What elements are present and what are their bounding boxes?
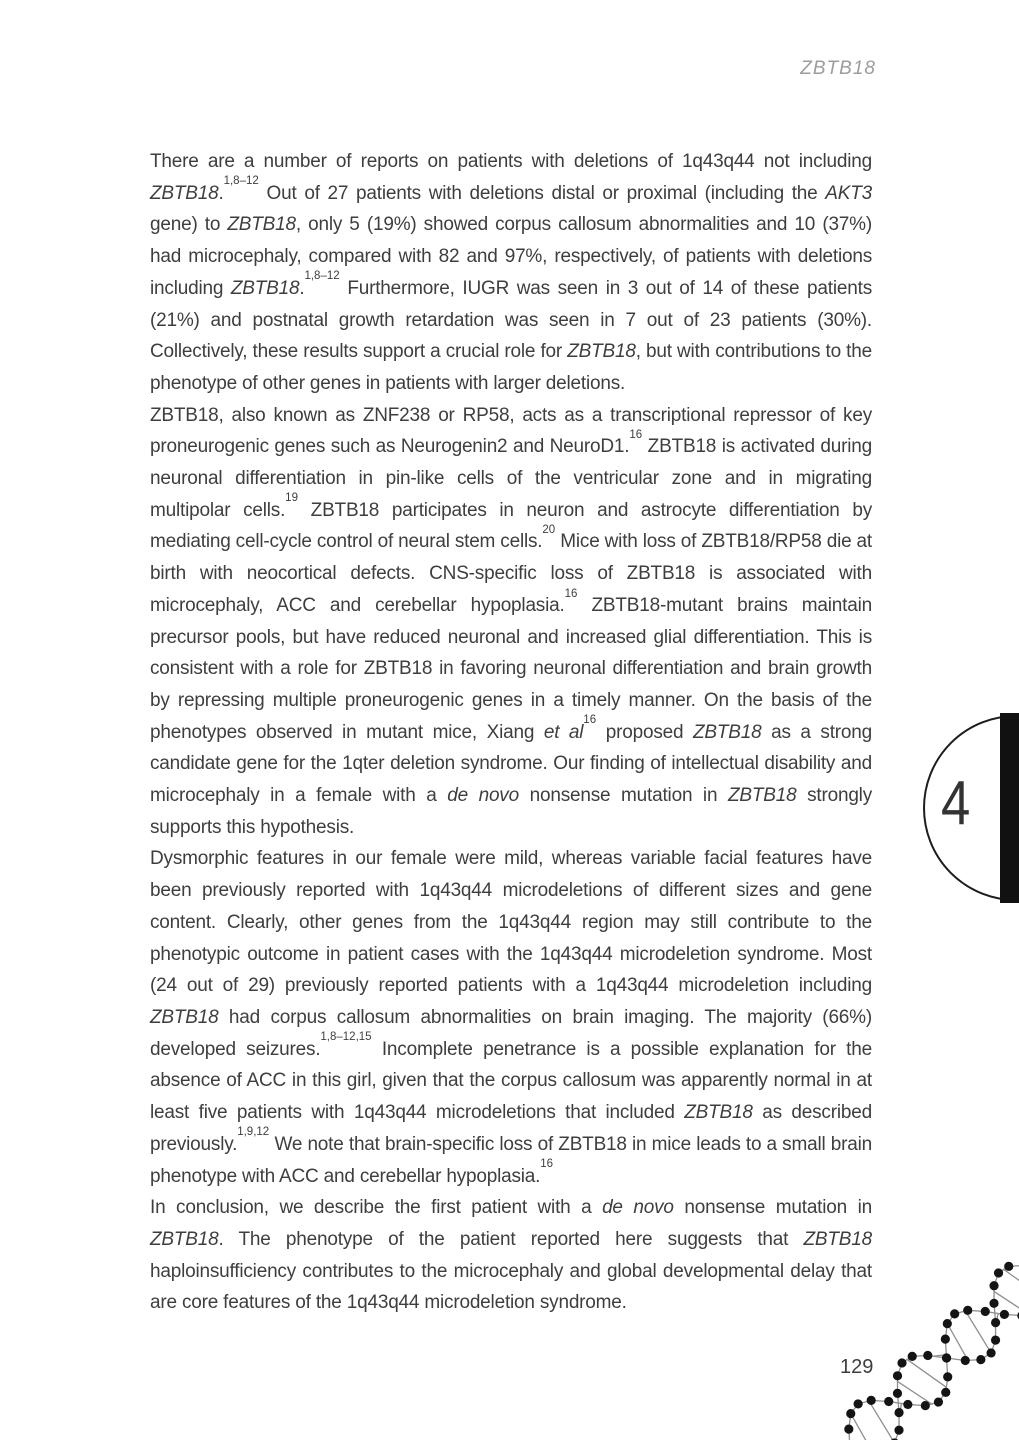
reference-superscript: 16 xyxy=(629,429,643,441)
chapter-edge-bar xyxy=(1000,713,1019,903)
reference-superscript: 19 xyxy=(285,492,298,505)
reference-superscript: 16 xyxy=(583,714,597,727)
reference-superscript: 20 xyxy=(542,524,556,537)
reference-superscript: 1,8–12,15 xyxy=(320,1031,372,1044)
paragraph: Dysmorphic features in our female were mild, whereas variable facial features have been previously reported with 1q43q44 microdeletions of different sizes and gene content. Clearly, other genes from the 1q43q44 region may still contribute to the phenotypic outcome in patient cases with the 1q43q44 microdeletion syndrome. Most (24 out of 29) previously reported patients with a 1q43q44 microdeletion including ZBTB18 had corpus callosum abnormalities on brain imaging. The majority (66%) developed seizures.$^{1,8-12,15}$ Incomplete penetrance is a possible explanation for the absence of ACC in this girl, given that the corpus callosum was apparently normal in at least five patients with 1q43q44 microdeletions that included ZBTB18 as described previously.$^{1,9,12}$ We note that brain-specific loss of ZBTB18 in mice leads to a small brain phenotype with ACC and cerebellar hypoplasia.$^{16}$ xyxy=(150,848,872,1187)
paragraph: There are a number of reports on patients with deletions of 1q43q44 not including ZBTB18.$^{1,8-12}$ Out of 27 patients with deletions distal or proximal (including the AKT3 gene) to ZBTB18, only 5 (19%) showed corpus callosum abnormalities and 10 (37%) had microcephaly, compared with 82 and 97%, respectively, of patients with deletions including ZBTB18.$^{1,8-12}$ Furthermore, IUGR was seen in 3 out of 14 of these patients (21%) and postnatal growth retardation was seen in 7 out of 23 patients (30%). Collectively, these results support a crucial role for ZBTB18, but with contributions to the phenotype of other genes in patients with larger deletions. xyxy=(150,151,873,394)
reference-superscript: 16 xyxy=(564,587,578,600)
reference-superscript: 1,8–12 xyxy=(304,270,340,283)
reference-superscript: 1,9,12 xyxy=(237,1126,270,1139)
dna-helix-icon xyxy=(779,1220,1019,1440)
reference-superscript: 1,8–12 xyxy=(223,175,259,188)
chapter-number: 4 xyxy=(941,769,971,838)
paragraph: In conclusion, we describe the first patient with a de novo nonsense mutation in ZBTB18. The phenotype of the patient reported here suggests that ZBTB18 haploinsufficiency contributes to the microcephaly and global developmental delay that are core features of the 1q43q44 microdeletion syndrome. xyxy=(150,1197,872,1314)
page-number: 129 xyxy=(840,1356,874,1378)
running-header: ZBTB18 xyxy=(800,58,876,79)
paragraph: ZBTB18, also known as ZNF238 or RP58, acts as a transcriptional repressor of key proneurogenic genes such as Neurogenin2 and NeuroD1.16 ZBTB18 is activated during neuronal differentiation in pin-like cells of the ventricular zone and in migrating multipolar cells.$^{19}$ ZBTB18 participates in neuron and astrocyte differentiation by mediating cell-cycle control of neural stem cells.$^{20}$ Mice with loss of ZBTB18/RP58 die at birth with neocortical defects. CNS-specific loss of ZBTB18 is associated with microcephaly, ACC and cerebellar hypoplasia.$^{16}$ ZBTB18-mutant brains maintain precursor pools, but have reduced neuronal and increased glial differentiation. This is consistent with a role for ZBTB18 in favoring neuronal differentiation and brain growth by repressing multiple proneurogenic genes in a timely manner. On the basis of the phenotypes observed in mutant mice, Xiang et al$^{16}$ proposed ZBTB18 as a strong candidate gene for the 1qter deletion syndrome. Our finding of intellectual disability and microcephaly in a female with a de novo nonsense mutation in ZBTB18 strongly supports this hypothesis. xyxy=(150,404,873,838)
reference-superscript: 16 xyxy=(540,1158,554,1171)
article-body xyxy=(150,146,872,1319)
